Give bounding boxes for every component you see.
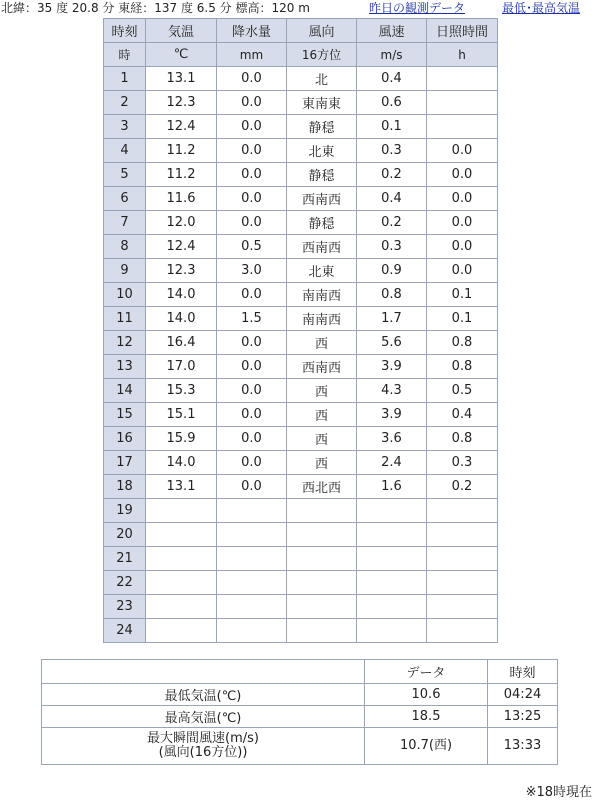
wind-speed-cell — [357, 619, 427, 643]
temp-cell: 14.0 — [146, 283, 217, 307]
wind-dir-cell: 南南西 — [287, 283, 357, 307]
table-row — [104, 427, 498, 451]
temp-cell — [146, 595, 217, 619]
precip-cell — [217, 499, 287, 523]
wind-dir-cell: 西 — [287, 379, 357, 403]
temp-cell: 14.0 — [146, 451, 217, 475]
hour-cell: 11 — [104, 307, 146, 331]
daily-summary-table — [41, 659, 558, 765]
temp-cell — [146, 619, 217, 643]
precip-cell: 0.0 — [217, 403, 287, 427]
summary-time: 13:25 — [488, 706, 558, 728]
sunshine-cell: 0.5 — [427, 379, 498, 403]
temp-cell: 12.4 — [146, 235, 217, 259]
wind-dir-cell — [287, 619, 357, 643]
summary-value: 18.5 — [365, 706, 488, 728]
sunshine-cell — [427, 595, 498, 619]
summary-time: 04:24 — [488, 684, 558, 706]
wind-speed-cell — [357, 523, 427, 547]
temp-cell: 11.2 — [146, 163, 217, 187]
wind-dir-cell: 西 — [287, 451, 357, 475]
sunshine-cell — [427, 523, 498, 547]
wind-speed-cell — [357, 595, 427, 619]
table-row — [104, 187, 498, 211]
temp-cell: 15.3 — [146, 379, 217, 403]
wind-dir-cell: 静穏 — [287, 163, 357, 187]
hour-cell: 18 — [104, 475, 146, 499]
wind-dir-cell: 西 — [287, 427, 357, 451]
table-row — [104, 259, 498, 283]
sunshine-cell: 0.0 — [427, 235, 498, 259]
table-row — [104, 235, 498, 259]
sunshine-cell: 0.0 — [427, 259, 498, 283]
wind-speed-cell: 1.7 — [357, 307, 427, 331]
col-header-wind-dir: 風向 — [287, 19, 357, 43]
precip-cell: 0.0 — [217, 451, 287, 475]
wind-speed-cell: 2.4 — [357, 451, 427, 475]
sunshine-cell: 0.0 — [427, 211, 498, 235]
summary-row-min-temp — [42, 684, 558, 706]
precip-cell: 0.0 — [217, 475, 287, 499]
hour-cell: 23 — [104, 595, 146, 619]
summary-value: 10.6 — [365, 684, 488, 706]
table-row — [104, 571, 498, 595]
wind-speed-cell: 0.4 — [357, 187, 427, 211]
precip-cell: 0.0 — [217, 91, 287, 115]
sunshine-cell — [427, 91, 498, 115]
wind-speed-cell: 0.3 — [357, 235, 427, 259]
table-row — [104, 499, 498, 523]
summary-label: 最低気温(℃) — [42, 684, 365, 706]
table-row — [104, 355, 498, 379]
wind-speed-cell: 0.2 — [357, 211, 427, 235]
col-header-temp: 気温 — [146, 19, 217, 43]
hour-cell: 3 — [104, 115, 146, 139]
col-header-sunshine: 日照時間 — [427, 19, 498, 43]
wind-dir-cell: 北東 — [287, 139, 357, 163]
table-row — [104, 115, 498, 139]
wind-dir-cell: 西南西 — [287, 187, 357, 211]
table-row — [104, 475, 498, 499]
summary-label — [42, 728, 365, 765]
unit-wind-dir: 16方位 — [287, 43, 357, 67]
wind-dir-cell: 南南西 — [287, 307, 357, 331]
wind-dir-cell: 北東 — [287, 259, 357, 283]
temp-cell: 13.1 — [146, 67, 217, 91]
sunshine-cell — [427, 67, 498, 91]
wind-speed-cell: 5.6 — [357, 331, 427, 355]
wind-speed-cell: 0.8 — [357, 283, 427, 307]
hour-cell: 24 — [104, 619, 146, 643]
wind-speed-cell — [357, 547, 427, 571]
hour-cell: 17 — [104, 451, 146, 475]
hour-cell: 12 — [104, 331, 146, 355]
temp-cell: 15.9 — [146, 427, 217, 451]
hour-cell: 8 — [104, 235, 146, 259]
precip-cell — [217, 523, 287, 547]
unit-wind-speed: m/s — [357, 43, 427, 67]
temp-cell: 12.0 — [146, 211, 217, 235]
table-row — [104, 139, 498, 163]
wind-speed-cell — [357, 571, 427, 595]
table-row — [104, 211, 498, 235]
wind-dir-cell: 静穏 — [287, 211, 357, 235]
wind-speed-cell — [357, 499, 427, 523]
summary-header-data: データ — [365, 660, 488, 684]
table-row — [104, 451, 498, 475]
sunshine-cell: 0.3 — [427, 451, 498, 475]
precip-cell: 0.0 — [217, 163, 287, 187]
hour-cell: 7 — [104, 211, 146, 235]
wind-dir-cell: 西 — [287, 403, 357, 427]
temp-cell: 11.6 — [146, 187, 217, 211]
table-row — [104, 283, 498, 307]
wind-speed-cell: 1.6 — [357, 475, 427, 499]
wind-speed-cell: 3.9 — [357, 403, 427, 427]
sunshine-cell: 0.0 — [427, 187, 498, 211]
table-row — [104, 523, 498, 547]
wind-speed-cell: 0.4 — [357, 67, 427, 91]
table-row — [104, 163, 498, 187]
precip-cell: 0.0 — [217, 427, 287, 451]
wind-dir-cell — [287, 547, 357, 571]
summary-label: 最高気温(℃) — [42, 706, 365, 728]
temp-cell: 12.3 — [146, 91, 217, 115]
station-location: 北緯：35 度 20.8 分 東経：137 度 6.5 分 標高：120 m — [1, 1, 310, 15]
hour-cell: 22 — [104, 571, 146, 595]
sunshine-cell: 0.8 — [427, 331, 498, 355]
precip-cell: 0.0 — [217, 115, 287, 139]
wind-dir-cell: 西 — [287, 331, 357, 355]
unit-temp: ℃ — [146, 43, 217, 67]
table-row — [104, 331, 498, 355]
precip-cell: 0.5 — [217, 235, 287, 259]
hour-cell: 13 — [104, 355, 146, 379]
header-bar — [0, 0, 600, 18]
hour-cell: 15 — [104, 403, 146, 427]
hour-cell: 9 — [104, 259, 146, 283]
summary-value: 10.7(西) — [365, 728, 488, 765]
precip-cell — [217, 595, 287, 619]
temp-cell — [146, 571, 217, 595]
col-header-wind-speed: 風速 — [357, 19, 427, 43]
min-max-temp-link[interactable]: 最低･最高気温 — [502, 1, 581, 15]
temp-cell — [146, 499, 217, 523]
hour-cell: 20 — [104, 523, 146, 547]
temp-cell: 15.1 — [146, 403, 217, 427]
sunshine-cell: 0.4 — [427, 403, 498, 427]
precip-cell — [217, 571, 287, 595]
wind-speed-cell: 0.6 — [357, 91, 427, 115]
sunshine-cell: 0.8 — [427, 355, 498, 379]
precip-cell: 1.5 — [217, 307, 287, 331]
table-units-row — [104, 43, 498, 67]
unit-precip: mm — [217, 43, 287, 67]
temp-cell: 11.2 — [146, 139, 217, 163]
table-header-row — [104, 19, 498, 43]
wind-dir-cell — [287, 499, 357, 523]
wind-dir-cell: 静穏 — [287, 115, 357, 139]
precip-cell: 0.0 — [217, 187, 287, 211]
precip-cell — [217, 619, 287, 643]
wind-speed-cell: 0.2 — [357, 163, 427, 187]
sunshine-cell — [427, 571, 498, 595]
wind-speed-cell: 3.9 — [357, 355, 427, 379]
summary-header-blank — [42, 660, 365, 684]
precip-cell: 0.0 — [217, 331, 287, 355]
sunshine-cell: 0.1 — [427, 307, 498, 331]
wind-dir-cell — [287, 523, 357, 547]
hour-cell: 10 — [104, 283, 146, 307]
hour-cell: 1 — [104, 67, 146, 91]
table-row — [104, 307, 498, 331]
summary-row-max-gust — [42, 728, 558, 765]
summary-header-time: 時刻 — [488, 660, 558, 684]
wind-dir-cell: 西北西 — [287, 475, 357, 499]
hour-cell: 5 — [104, 163, 146, 187]
precip-cell: 0.0 — [217, 355, 287, 379]
precip-cell: 3.0 — [217, 259, 287, 283]
temp-cell — [146, 523, 217, 547]
wind-dir-cell: 北 — [287, 67, 357, 91]
sunshine-cell: 0.0 — [427, 139, 498, 163]
table-row — [104, 547, 498, 571]
col-header-hour: 時刻 — [104, 19, 146, 43]
precip-cell: 0.0 — [217, 211, 287, 235]
hour-cell: 14 — [104, 379, 146, 403]
precip-cell — [217, 547, 287, 571]
summary-time: 13:33 — [488, 728, 558, 765]
hourly-observation-table — [103, 18, 498, 643]
wind-dir-cell — [287, 571, 357, 595]
sunshine-cell: 0.1 — [427, 283, 498, 307]
precip-cell: 0.0 — [217, 67, 287, 91]
sunshine-cell — [427, 115, 498, 139]
table-row — [104, 91, 498, 115]
precip-cell: 0.0 — [217, 139, 287, 163]
precip-cell: 0.0 — [217, 283, 287, 307]
summary-header-row — [42, 660, 558, 684]
summary-label-line1: 最大瞬間風速(m/s) — [147, 731, 259, 746]
sunshine-cell: 0.2 — [427, 475, 498, 499]
wind-speed-cell: 0.1 — [357, 115, 427, 139]
temp-cell: 12.4 — [146, 115, 217, 139]
temp-cell: 16.4 — [146, 331, 217, 355]
hour-cell: 2 — [104, 91, 146, 115]
unit-hour: 時 — [104, 43, 146, 67]
temp-cell: 14.0 — [146, 307, 217, 331]
wind-dir-cell — [287, 595, 357, 619]
temp-cell: 13.1 — [146, 475, 217, 499]
col-header-precip: 降水量 — [217, 19, 287, 43]
summary-label-line2: (風向(16方位)) — [158, 745, 248, 760]
yesterday-data-link[interactable]: 昨日の観測データ — [369, 1, 466, 15]
wind-dir-cell: 東南東 — [287, 91, 357, 115]
sunshine-cell — [427, 499, 498, 523]
wind-dir-cell: 西南西 — [287, 235, 357, 259]
temp-cell: 12.3 — [146, 259, 217, 283]
sunshine-cell — [427, 619, 498, 643]
temp-cell — [146, 547, 217, 571]
table-row — [104, 619, 498, 643]
table-row — [104, 67, 498, 91]
sunshine-cell: 0.0 — [427, 163, 498, 187]
sunshine-cell: 0.8 — [427, 427, 498, 451]
table-row — [104, 379, 498, 403]
wind-speed-cell: 3.6 — [357, 427, 427, 451]
unit-sunshine: h — [427, 43, 498, 67]
temp-cell: 17.0 — [146, 355, 217, 379]
hour-cell: 19 — [104, 499, 146, 523]
wind-speed-cell: 0.3 — [357, 139, 427, 163]
sunshine-cell — [427, 547, 498, 571]
hour-cell: 4 — [104, 139, 146, 163]
hour-cell: 6 — [104, 187, 146, 211]
as-of-note: ※18時現在 — [525, 785, 592, 800]
table-row — [104, 403, 498, 427]
hour-cell: 21 — [104, 547, 146, 571]
wind-speed-cell: 0.9 — [357, 259, 427, 283]
table-row — [104, 595, 498, 619]
wind-dir-cell: 西南西 — [287, 355, 357, 379]
wind-speed-cell: 4.3 — [357, 379, 427, 403]
hour-cell: 16 — [104, 427, 146, 451]
precip-cell: 0.0 — [217, 379, 287, 403]
summary-row-max-temp — [42, 706, 558, 728]
